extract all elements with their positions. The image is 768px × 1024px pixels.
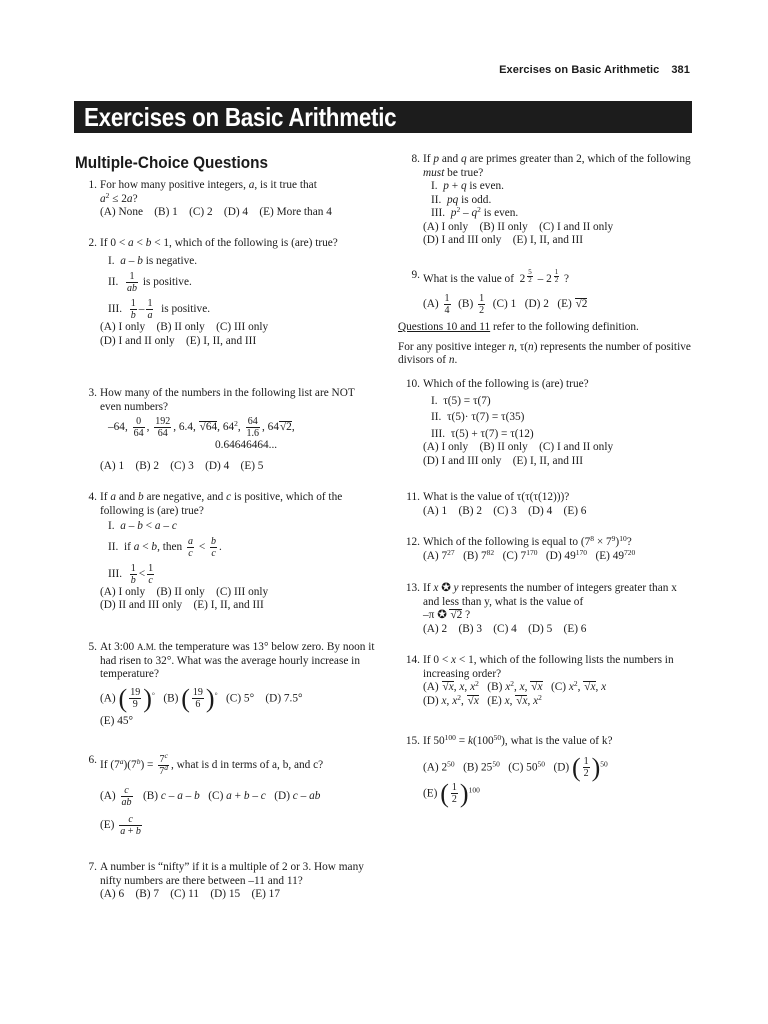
- number-list: –64, $\frac{0}{64}$ , $\frac{192}{64}$ , 6.4, √64, $64^2$, $\frac{64}{1.6}$ , 64√2,: [108, 416, 295, 439]
- question-body: [100, 387, 375, 473]
- answer-choices: (A) 1 (B) 2 (C) 3 (D) 4 (E) 5: [100, 459, 264, 472]
- roman-item: I. a – b is negative.: [108, 254, 198, 267]
- question-body: [100, 751, 375, 837]
- answer-choices: (A) None (B) 1 (C) 2 (D) 4 (E) More than 4: [100, 206, 332, 218]
- answer-choices: (D) x, $x^2$, √x (E) x, √x, $x^2$: [423, 692, 542, 707]
- question-number: 11.: [406, 491, 420, 503]
- answer-choice-e: (E) 45°: [100, 714, 134, 727]
- answer-choices: (A) ( 19 9 ) ° (B) ( 19 6 ) ° (C) 5° (D) 7.5°: [100, 683, 303, 713]
- roman-item: I. p + q is even.: [431, 180, 504, 192]
- answer-choices: (A) I only (B) II only (C) I and II only: [423, 220, 614, 233]
- page-number: 381: [671, 64, 690, 76]
- question-body: [423, 378, 694, 468]
- star-operator-icon: ✪: [441, 582, 451, 594]
- question-body: [423, 491, 694, 518]
- definition-text: For any positive integer n, τ(n) represents the number of positive divisors of n.: [398, 340, 691, 366]
- question-stem: At 3:00 A.M. the temperature was 13° below zero. By noon it had risen to 32°. What was the average hourly increase in temperature?: [100, 641, 375, 680]
- question-body: [100, 179, 375, 220]
- roman-item: I. τ(5) = τ(7): [431, 394, 491, 407]
- roman-item: II. if a < b, then $\frac{a}{c}$ < $\frac{b}{c}$ .: [108, 535, 222, 559]
- question-number: 10.: [405, 378, 420, 390]
- question-number: 1.: [88, 179, 97, 191]
- fraction: $\frac{1}{a}$: [147, 298, 153, 321]
- question-number: 6.: [88, 754, 97, 766]
- question-body: [100, 491, 375, 613]
- roman-item: I. a – b < a – c: [108, 520, 177, 532]
- star-operator-icon: ✪: [437, 609, 447, 621]
- question-stem: For how many positive integers, a, is it true that: [100, 179, 317, 191]
- question-stem: If $(7^a)(7^b)$ = $\frac{7^c}{7^d}$ , what is d in terms of a, b, and c?: [100, 751, 324, 777]
- answer-choices: (A) $7^{27}$ (B) $7^{82}$ (C) $7^{170}$ (D) $49^{170}$ (E) $49^{720}$: [423, 547, 636, 562]
- running-head: [499, 64, 690, 76]
- answer-choices: (A) $\frac{c}{ab}$ (B) c – a – b (C) a + b – c (D) c – ab: [100, 785, 321, 808]
- question-body: [423, 269, 694, 316]
- question-number: 7.: [88, 861, 97, 873]
- answer-choices: (A) √x, x, $x^2$ (B) $x^2$, x, √x (C) $x^2$, √x, x: [423, 679, 607, 693]
- question-number: 3.: [88, 387, 97, 399]
- question-body: [100, 237, 375, 348]
- question-stem: A number is “nifty” if it is a multiple of 2 or 3. How many nifty numbers are there between –11 and 11?: [100, 861, 364, 887]
- roman-item: III. $p^2 - q^2$ is even.: [431, 205, 519, 219]
- question-number: 12.: [405, 536, 420, 548]
- roman-item: III. $\frac{1}{b}$ – $\frac{1}{a}$ is positive.: [108, 298, 211, 321]
- answer-choices: (A) 2 (B) 3 (C) 4 (D) 5 (E) 6: [423, 622, 587, 635]
- question-stem: If 0 < x < 1, which of the following lists the numbers in increasing order?: [423, 654, 674, 680]
- answer-choice-e: (E) ( 1 2 ) $^{100}$: [423, 778, 480, 808]
- question-expression: $a^2 \le 2a$?: [100, 190, 138, 205]
- answer-choice-e: (E) $\frac{c}{a + b}$: [100, 814, 141, 837]
- question-number: 8.: [411, 153, 420, 165]
- question-body: [100, 861, 375, 902]
- roman-item: III. $\frac{1}{b}$ < $\frac{1}{c}$: [108, 562, 154, 586]
- question-number: 13.: [405, 582, 420, 594]
- answer-choices: (D) I and III only (E) I, II, and III: [423, 454, 583, 467]
- answer-choices: (A) 1 (B) 2 (C) 3 (D) 4 (E) 6: [423, 504, 587, 517]
- question-stem: What is the value of τ(τ(τ(12)))?: [423, 491, 570, 503]
- question-number: 15.: [405, 735, 420, 747]
- answer-choices: (D) I and III only (E) I, II, and III: [423, 234, 583, 246]
- question-number: 9.: [411, 269, 420, 281]
- question-body: [423, 536, 694, 563]
- definition-block: [398, 321, 694, 368]
- answer-choices: (A) I only (B) II only (C) III only: [100, 585, 269, 598]
- question-body: [423, 582, 694, 636]
- answer-choices: (A) I only (B) II only (C) III only: [100, 321, 269, 333]
- title-bar: [74, 101, 692, 133]
- answer-choices: (D) I and II only (E) I, II, and III: [100, 334, 257, 347]
- roman-item: II. pq is odd.: [431, 193, 492, 206]
- running-title: Exercises on Basic Arithmetic: [499, 64, 660, 76]
- roman-item: II. τ(5)· τ(7) = τ(35): [431, 411, 525, 423]
- answer-choices: (D) II and III only (E) I, II, and III: [100, 599, 264, 611]
- fraction: $\frac{1}{b}$: [130, 298, 136, 321]
- question-stem: If x ✪ y represents the number of integers greater than x and less than y, what is the value of: [423, 582, 677, 608]
- question-number: 2.: [88, 237, 97, 249]
- question-stem: What is the value of 2 $^{\frac{5}{2}}$ – 2 $^{\frac{1}{2}}$ ?: [423, 268, 570, 286]
- question-expression: –π ✪ √2 ?: [423, 609, 471, 621]
- question-number: 4.: [88, 491, 97, 503]
- question-number: 5.: [88, 641, 97, 653]
- question-number: 14.: [405, 654, 420, 666]
- question-stem: If p and q are primes greater than 2, which of the following must be true?: [423, 153, 691, 179]
- page-title: Exercises on Basic Arithmetic: [84, 102, 397, 132]
- question-stem: Which of the following is equal to $(7^8 \times 7^9)^{10}$?: [423, 534, 632, 548]
- question-stem: If a and b are negative, and c is positive, which of the following is (are) true?: [100, 491, 343, 517]
- question-body: [423, 153, 694, 248]
- roman-item: III. τ(5) + τ(7) = τ(12): [431, 427, 534, 440]
- question-stem: How many of the numbers in the following list are NOT even numbers?: [100, 387, 355, 413]
- answer-choices: (A) I only (B) II only (C) I and II only: [423, 441, 614, 453]
- question-body: [423, 654, 694, 708]
- definition-reference: Questions 10 and 11 refer to the following definition.: [398, 321, 639, 333]
- answer-choices: (A) $\frac{1}{4}$ (B) $\frac{1}{2}$ (C) 1 (D) 2 (E) √2: [423, 292, 588, 316]
- question-body: [423, 735, 694, 807]
- question-stem: If 0 < a < b < 1, which of the following is (are) true?: [100, 237, 338, 249]
- question-stem: Which of the following is (are) true?: [423, 378, 589, 390]
- section-title: Multiple-Choice Questions: [75, 153, 268, 172]
- question-body: [100, 641, 375, 728]
- question-stem: If $50^{100} = k(100^{50})$, what is the value of k?: [423, 733, 613, 747]
- fraction: $\frac{1}{ab}$: [127, 271, 138, 294]
- answer-choices: (A) $2^{50}$ (B) $25^{50}$ (C) $50^{50}$ (D) ( 1 2 ) $^{50}$: [423, 752, 608, 782]
- roman-item: II. $\frac{1}{ab}$ is positive.: [108, 271, 192, 294]
- number-list-decimal: 0.64646464...: [215, 439, 278, 451]
- answer-choices: (A) 6 (B) 7 (C) 11 (D) 15 (E) 17: [100, 888, 280, 900]
